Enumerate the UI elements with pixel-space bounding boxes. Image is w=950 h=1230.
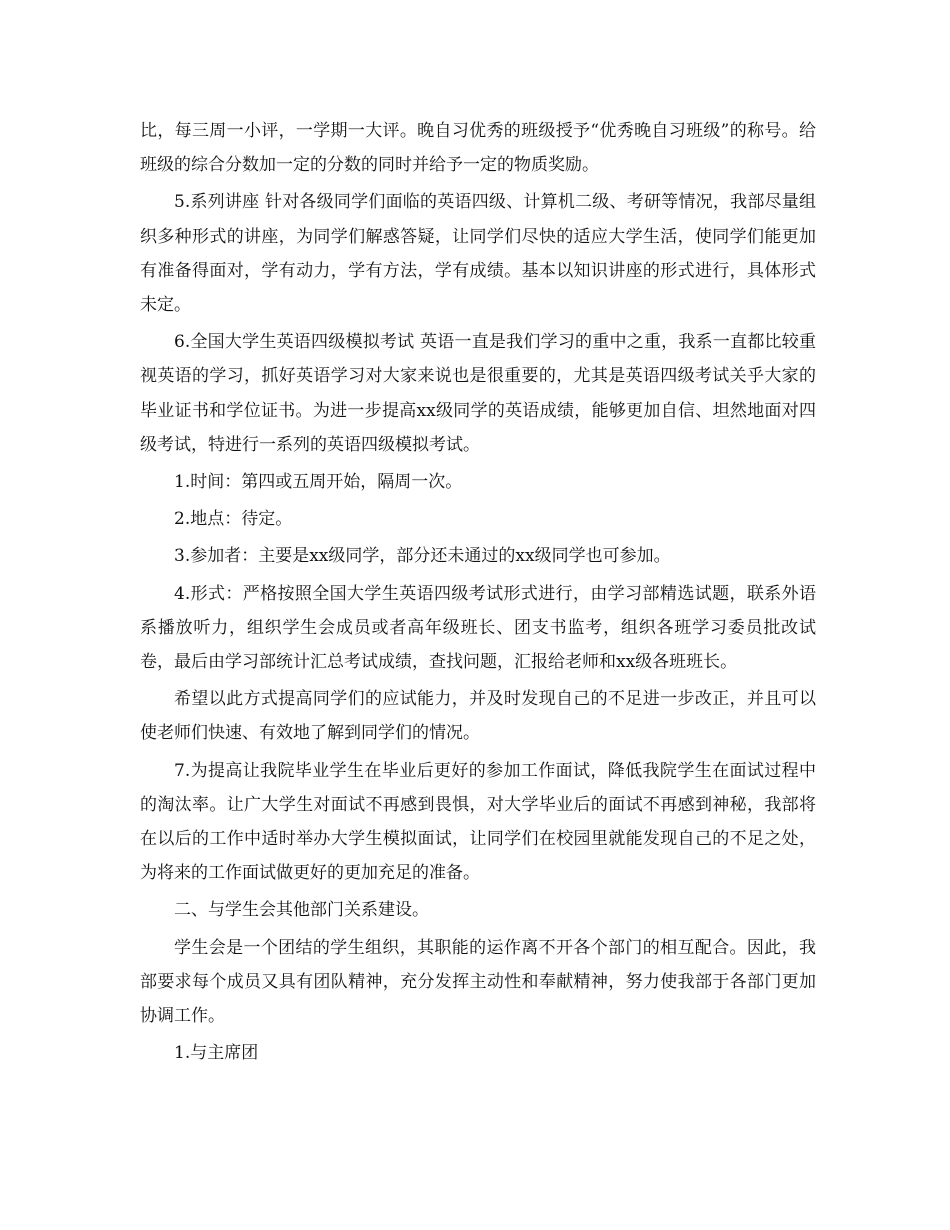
paragraph-exam-purpose: 希望以此方式提高同学们的应试能力，并及时发现自己的不足进一步改正，并且可以使老师们快速、有效地了解到同学们的情况。 — [140, 689, 816, 744]
paragraph-exam-location: 2.地点：待定。 — [174, 509, 293, 530]
paragraph-exam-participants: 3.参加者：主要是xx级同学，部分还未通过的xx级同学也可参加。 — [174, 546, 671, 567]
paragraph-lecture-series: 5.系列讲座 针对各级同学们面临的英语四级、计算机二级、考研等情况，我部尽量组织多种形式的讲座，为同学们解惑答疑，让同学们尽快的适应大学生活，使同学们能更加有准备得面对，学有动力，学有方法，学有成绩。基本以知识讲座的形式进行，具体形式未定。 — [140, 192, 816, 316]
paragraph-mock-interview: 7.为提高让我院毕业学生在毕业后更好的参加工作面试，降低我院学生在面试过程中的淘汰率。让广大学生对面试不再感到畏惧，对大学毕业后的面试不再感到神秘，我部将在以后的工作中适时举办大学生模拟面试，让同学们在校园里就能发现自己的不足之处，为将来的工作面试做更好的更加充足的准备。 — [140, 760, 816, 884]
subheading-presidium: 1.与主席团 — [174, 1043, 259, 1064]
paragraph-exam-time: 1.时间：第四或五周开始，隔周一次。 — [174, 472, 463, 493]
document-body — [140, 114, 816, 1073]
paragraph-teamwork: 学生会是一个团结的学生组织，其职能的运作离不开各个部门的相互配合。因此，我部要求每个成员又具有团队精神，充分发挥主动性和奉献精神，努力使我部于各部门更加协调工作。 — [140, 937, 816, 1027]
paragraph-exam-format: 4.形式：严格按照全国大学生英语四级考试形式进行，由学习部精选试题，联系外语系播放听力，组织学生会成员或者高年级班长、团支书监考，组织各班学习委员批改试卷，最后由学习部统计汇总考试成绩，查找问题，汇报给老师和xx级各班班长。 — [140, 583, 816, 673]
paragraph-continuation: 比，每三周一小评，一学期一大评。晚自习优秀的班级授予“优秀晚自习班级”的称号。给班级的综合分数加一定的分数的同时并给予一定的物质奖励。 — [140, 121, 816, 176]
section-heading-department-relations: 二、与学生会其他部门关系建设。 — [174, 900, 429, 921]
paragraph-cet4-mock-exam: 6.全国大学生英语四级模拟考试 英语一直是我们学习的重中之重，我系一直都比较重视英语的学习，抓好英语学习对大家来说也是很重要的，尤其是英语四级考试关乎大家的毕业证书和学位证书。为进一步提高xx级同学的英语成绩，能够更加自信、坦然地面对四级考试，特进行一系列的英语四级模拟考试。 — [140, 332, 816, 455]
